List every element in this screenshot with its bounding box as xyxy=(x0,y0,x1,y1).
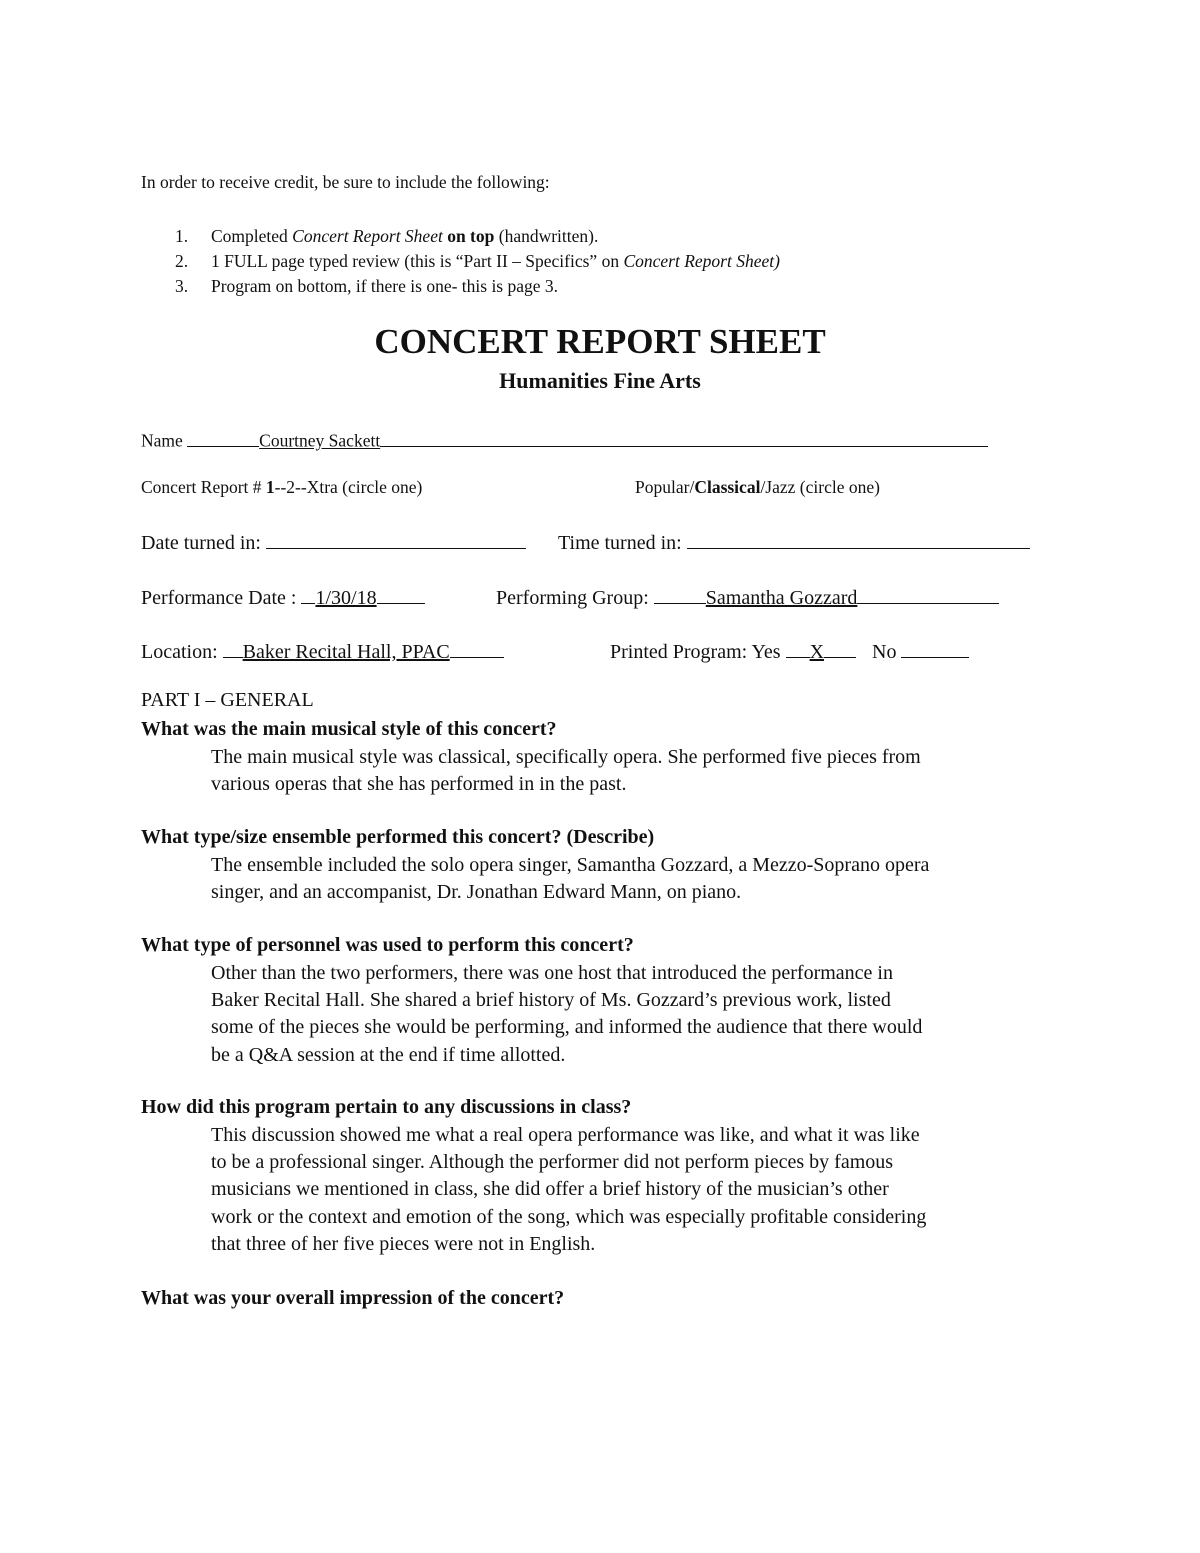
time-turned-in-blank[interactable] xyxy=(687,528,1030,549)
question-overall-impression: What was your overall impression of the concert? xyxy=(141,1287,565,1309)
performing-group-row: Performing Group: Samantha Gozzard xyxy=(496,583,999,610)
answer-class-discussion: This discussion showed me what a real opera performance was like, and what it was like to be a professional singer. Although the performer did not perform pieces by famous musicians we mentioned in class, she did offer a brief history of the musician’s other work or the context and emotion of the song, which was especially profitable considering that three of her five pieces were not in English. xyxy=(211,1124,927,1255)
question-ensemble: What type/size ensemble performed this concert? (Describe) xyxy=(141,826,655,848)
requirement-item: 1. Completed Concert Report Sheet on top (handwritten). xyxy=(175,226,599,246)
printed-program-yes-value: X xyxy=(809,641,825,663)
date-turned-in-row: Date turned in: xyxy=(141,528,526,555)
printed-program-row: Printed Program: Yes X No xyxy=(610,637,969,664)
performance-date-row: Performance Date : 1/30/18 xyxy=(141,583,425,610)
question-personnel: What type of personnel was used to perform this concert? xyxy=(141,934,634,956)
name-row xyxy=(141,428,988,452)
intro-text: In order to receive credit, be sure to include the following: xyxy=(141,172,550,192)
requirements-list xyxy=(141,224,780,299)
requirement-item: 3. Program on bottom, if there is one- this is page 3. xyxy=(175,276,559,296)
location-row: Location: Baker Recital Hall, PPAC xyxy=(141,637,504,664)
time-turned-in-row: Time turned in: xyxy=(558,528,1030,555)
performing-group-value: Samantha Gozzard xyxy=(705,587,858,609)
location-value: Baker Recital Hall, PPAC xyxy=(242,641,450,663)
printed-program-no-blank[interactable] xyxy=(901,637,969,658)
answer-personnel: Other than the two performers, there was one host that introduced the performance in Baker Recital Hall. She shared a brief history of Ms. Gozzard’s previous work, listed some of the pieces she would be performing, and informed the audience that there would be a Q&A session at the end if time allotted. xyxy=(211,962,923,1066)
name-value: Courtney Sackett xyxy=(259,430,381,451)
report-selected: 1 xyxy=(265,477,275,497)
requirement-item: 2. 1 FULL page typed review (this is “Part II – Specifics” on Concert Report Sheet) xyxy=(175,251,780,271)
document-subtitle: Humanities Fine Arts xyxy=(499,368,701,393)
concert-report-number-row: Concert Report # 1--2--Xtra (circle one) xyxy=(141,477,423,497)
music-style-row: Popular/Classical/Jazz (circle one) xyxy=(635,477,880,497)
question-class-discussion: How did this program pertain to any discussions in class? xyxy=(141,1096,632,1118)
document-title: CONCERT REPORT SHEET xyxy=(374,322,826,361)
part1-heading: PART I – GENERAL xyxy=(141,689,314,711)
name-blank-leading xyxy=(187,428,259,447)
style-selected: Classical xyxy=(694,477,761,497)
name-label: Name xyxy=(141,430,188,451)
answer-main-style: The main musical style was classical, specifically opera. She performed five pieces from various operas that she has performed in in the past. xyxy=(211,746,921,796)
name-blank-trailing xyxy=(380,428,988,447)
question-main-style: What was the main musical style of this concert? xyxy=(141,718,557,740)
answer-ensemble: The ensemble included the solo opera singer, Samantha Gozzard, a Mezzo-Soprano opera singer, and an accompanist, Dr. Jonathan Edward Mann, on piano. xyxy=(211,854,930,904)
date-turned-in-blank[interactable] xyxy=(266,528,526,549)
performance-date-value: 1/30/18 xyxy=(315,587,377,609)
